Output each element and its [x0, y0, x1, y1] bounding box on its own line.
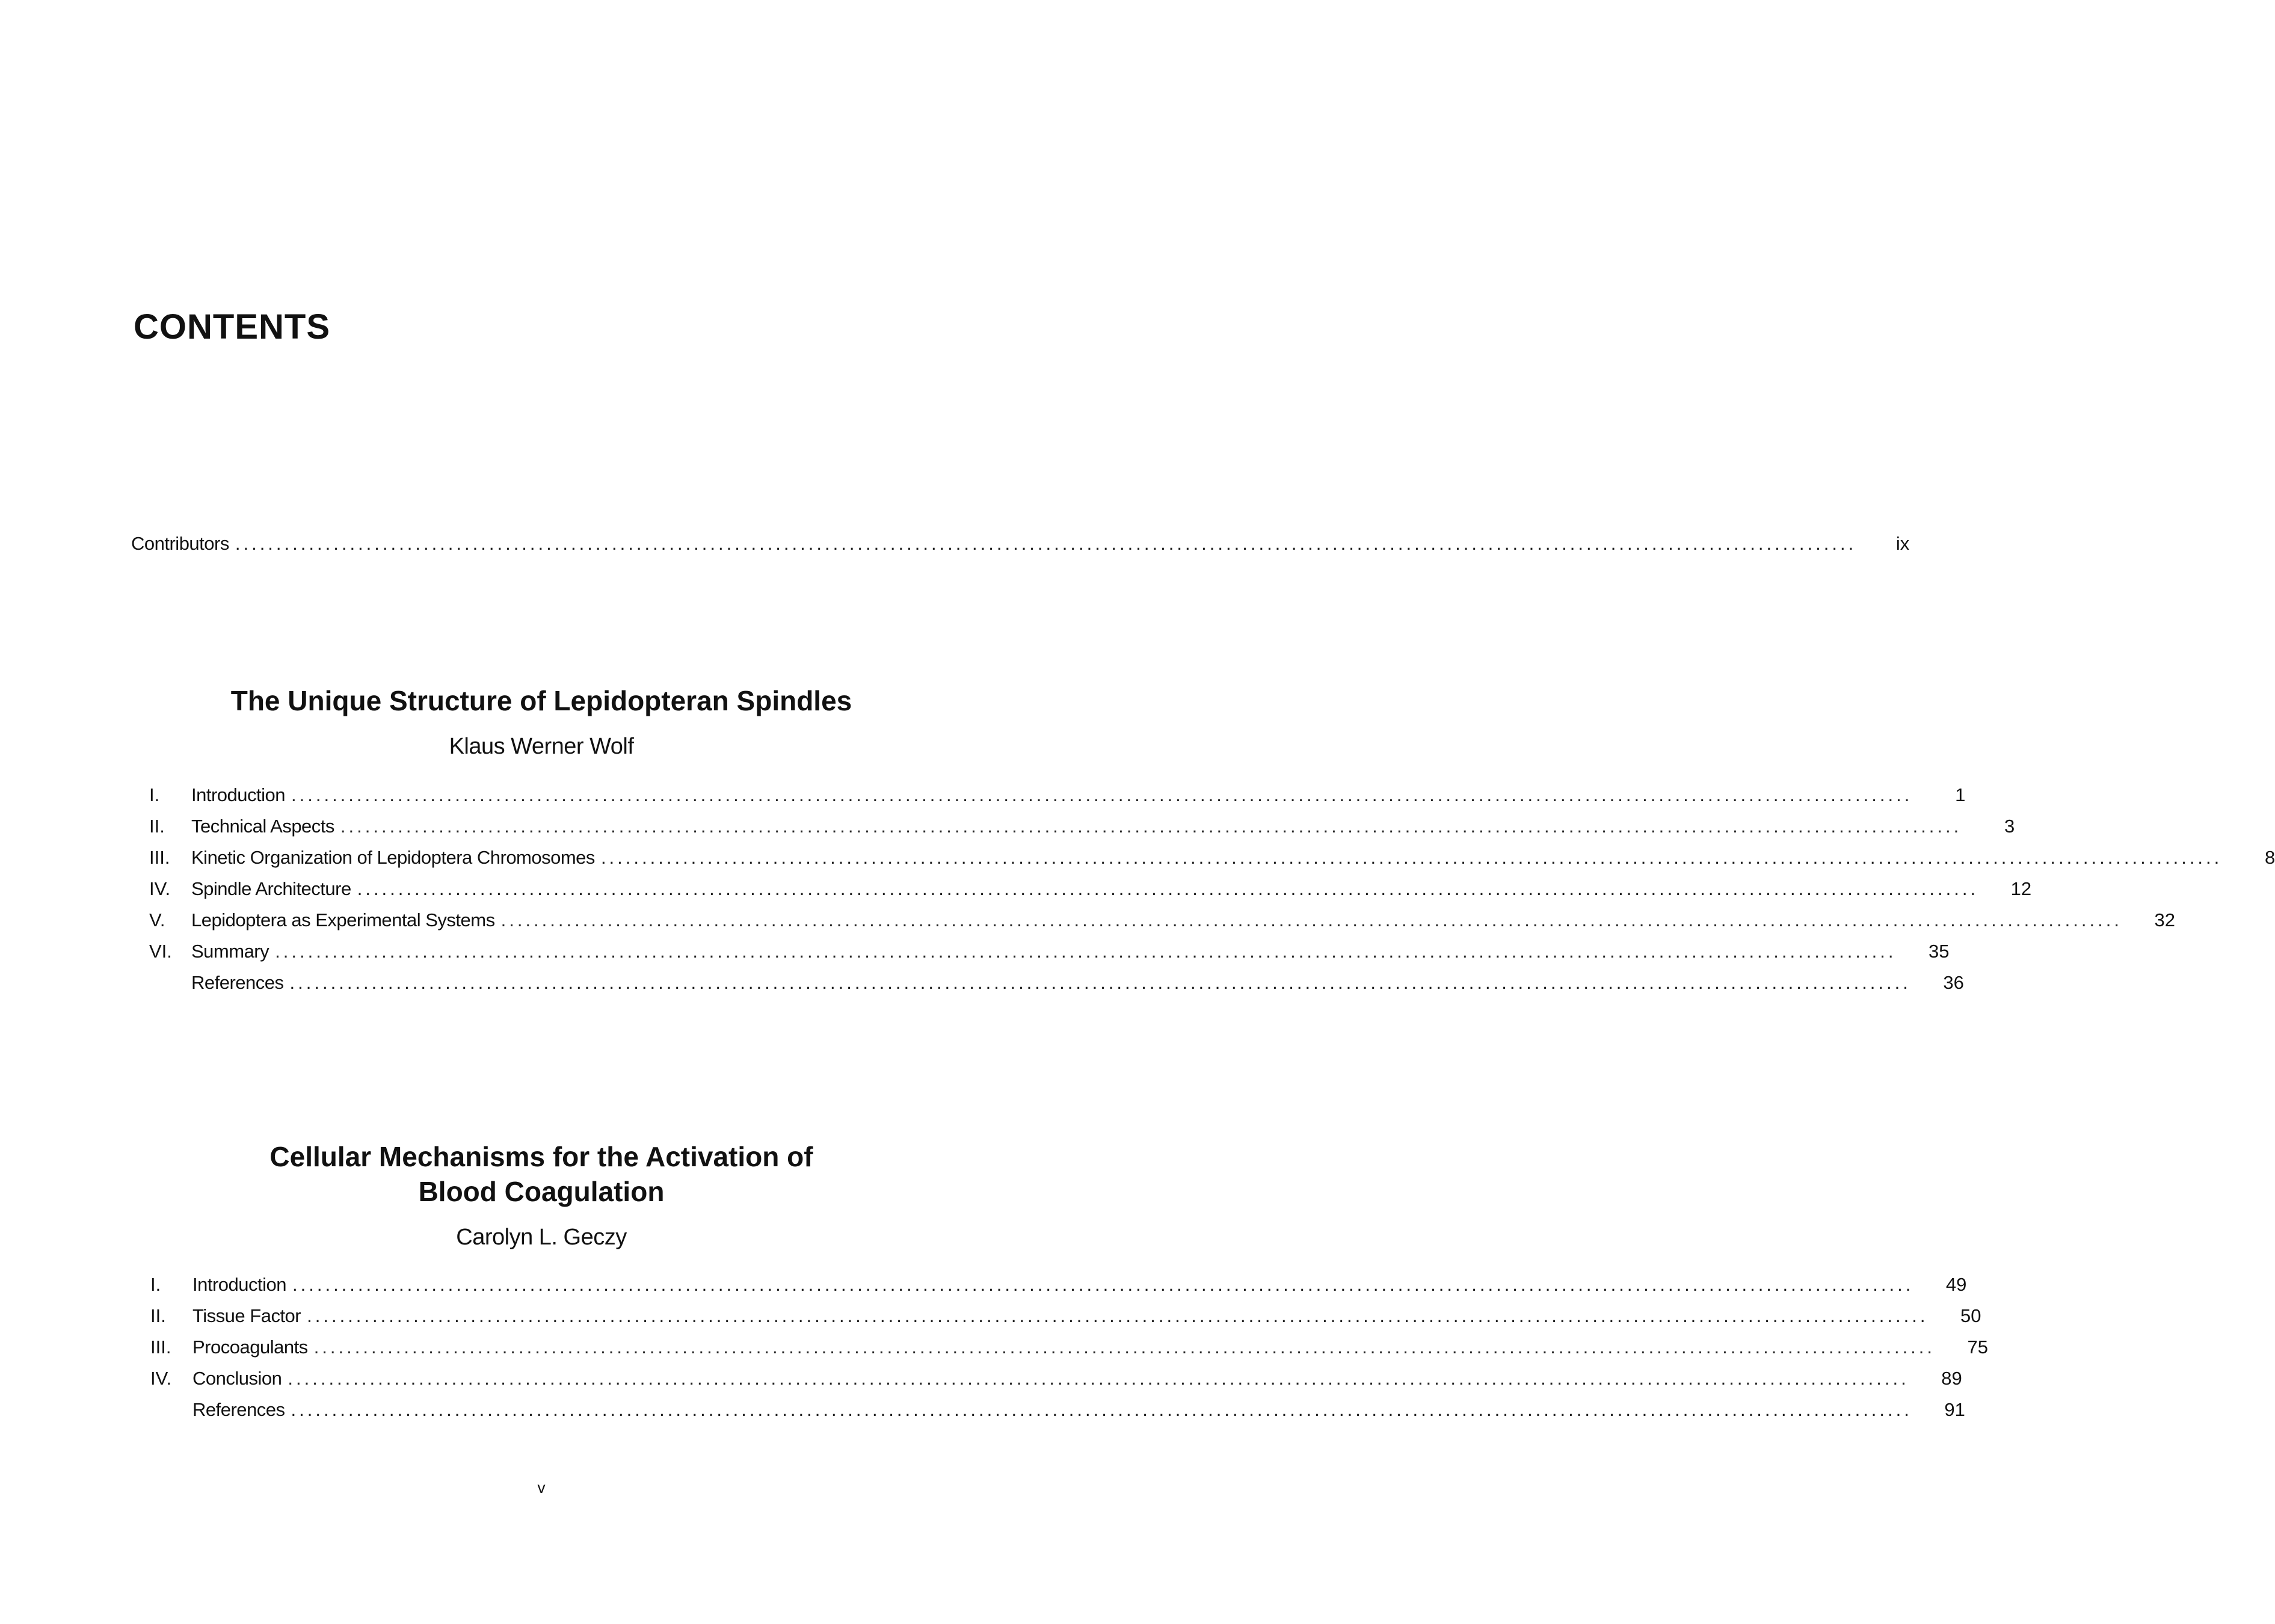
toc-entry-number: I.	[150, 1274, 161, 1295]
toc-entry[interactable]	[149, 972, 1964, 994]
toc-entry-page: 75	[1967, 1336, 1989, 1358]
toc-entry-number: II.	[149, 816, 165, 837]
dot-leader: ......................................................................................................................................................................................................	[235, 533, 1857, 554]
toc-entry[interactable]	[149, 878, 2032, 900]
toc-entry-number: IV.	[149, 878, 171, 899]
toc-entry-page: ix	[1895, 533, 1910, 554]
toc-entry-label: Procoagulants	[192, 1336, 308, 1358]
toc-entry-contributors[interactable]	[131, 533, 1910, 555]
toc-entry-number: V.	[149, 909, 165, 930]
toc-entry[interactable]	[150, 1336, 1989, 1358]
chapter-title: The Unique Structure of Lepidopteran Spindles	[230, 685, 852, 716]
dot-leader: ......................................................................................................................................................................................................	[288, 1368, 1909, 1389]
toc-entry-page: 12	[2010, 878, 2032, 899]
toc-entry-label: Technical Aspects	[191, 816, 334, 837]
dot-leader: ......................................................................................................................................................................................................	[291, 1399, 1912, 1420]
toc-entry-label: Introduction	[191, 784, 285, 805]
dot-leader: ......................................................................................................................................................................................................	[313, 1336, 1936, 1358]
toc-entry-number: III.	[150, 1336, 171, 1358]
toc-entry-label: Summary	[191, 941, 269, 962]
toc-entry-page: 36	[1943, 972, 1964, 993]
chapter-title-line: Cellular Mechanisms for the Activation of	[269, 1141, 813, 1172]
dot-leader: ......................................................................................................................................................................................................	[289, 972, 1911, 993]
chapter-title-line: Blood Coagulation	[418, 1176, 665, 1207]
toc-entry[interactable]	[149, 941, 1950, 962]
toc-entry-label: References	[191, 972, 284, 993]
dot-leader: ......................................................................................................................................................................................................	[307, 1305, 1929, 1326]
toc-entry-page: 89	[1941, 1368, 1962, 1389]
toc-entry[interactable]	[150, 1274, 1967, 1296]
toc-entry-page: 8	[2265, 847, 2275, 868]
toc-entry[interactable]	[149, 784, 1966, 806]
toc-entry[interactable]	[150, 1399, 1965, 1421]
toc-entry-label: Lepidoptera as Experimental Systems	[191, 909, 495, 930]
toc-entry-number: I.	[149, 784, 160, 805]
dot-leader: ......................................................................................................................................................................................................	[275, 941, 1897, 962]
toc-entry[interactable]	[150, 1368, 1962, 1389]
toc-entry-label: Introduction	[192, 1274, 286, 1295]
toc-entry-number: II.	[150, 1305, 166, 1326]
chapter-author: Klaus Werner Wolf	[449, 734, 634, 759]
dot-leader: ......................................................................................................................................................................................................	[292, 1274, 1914, 1295]
toc-entry-page: 50	[1960, 1305, 1981, 1326]
toc-entry-page: 35	[1929, 941, 1950, 962]
toc-entry-label: Tissue Factor	[192, 1305, 301, 1326]
dot-leader: ......................................................................................................................................................................................................	[500, 909, 2122, 930]
dot-leader: ......................................................................................................................................................................................................	[340, 816, 1962, 837]
page-number: v	[537, 1478, 546, 1496]
toc-entry-label: Conclusion	[192, 1368, 282, 1389]
toc-entry-label: References	[192, 1399, 285, 1420]
page-title: CONTENTS	[134, 307, 330, 346]
toc-entry-label: Spindle Architecture	[191, 878, 351, 899]
chapter-title	[0, 1139, 1083, 1209]
toc-entry-page: 3	[2004, 816, 2015, 837]
toc-entry-number: IV.	[150, 1368, 172, 1389]
toc-entry[interactable]	[149, 847, 2275, 869]
dot-leader: ......................................................................................................................................................................................................	[600, 847, 2223, 868]
toc-entry-page: 49	[1945, 1274, 1967, 1295]
toc-entry-number: VI.	[149, 941, 172, 962]
dot-leader: ......................................................................................................................................................................................................	[357, 878, 1979, 899]
toc-entry-page: 1	[1955, 784, 1966, 805]
toc-entry-label: Contributors	[131, 533, 229, 554]
toc-entry-label: Kinetic Organization of Lepidoptera Chromosomes	[191, 847, 595, 868]
toc-entry-number: III.	[149, 847, 170, 868]
toc-entry-page: 91	[1944, 1399, 1965, 1420]
toc-entry[interactable]	[149, 816, 2015, 837]
toc-entry-page: 32	[2154, 909, 2175, 930]
toc-entry[interactable]	[149, 909, 2175, 931]
dot-leader: ......................................................................................................................................................................................................	[291, 784, 1913, 805]
toc-entry[interactable]	[150, 1305, 1981, 1327]
chapter-author: Carolyn L. Geczy	[456, 1225, 627, 1250]
